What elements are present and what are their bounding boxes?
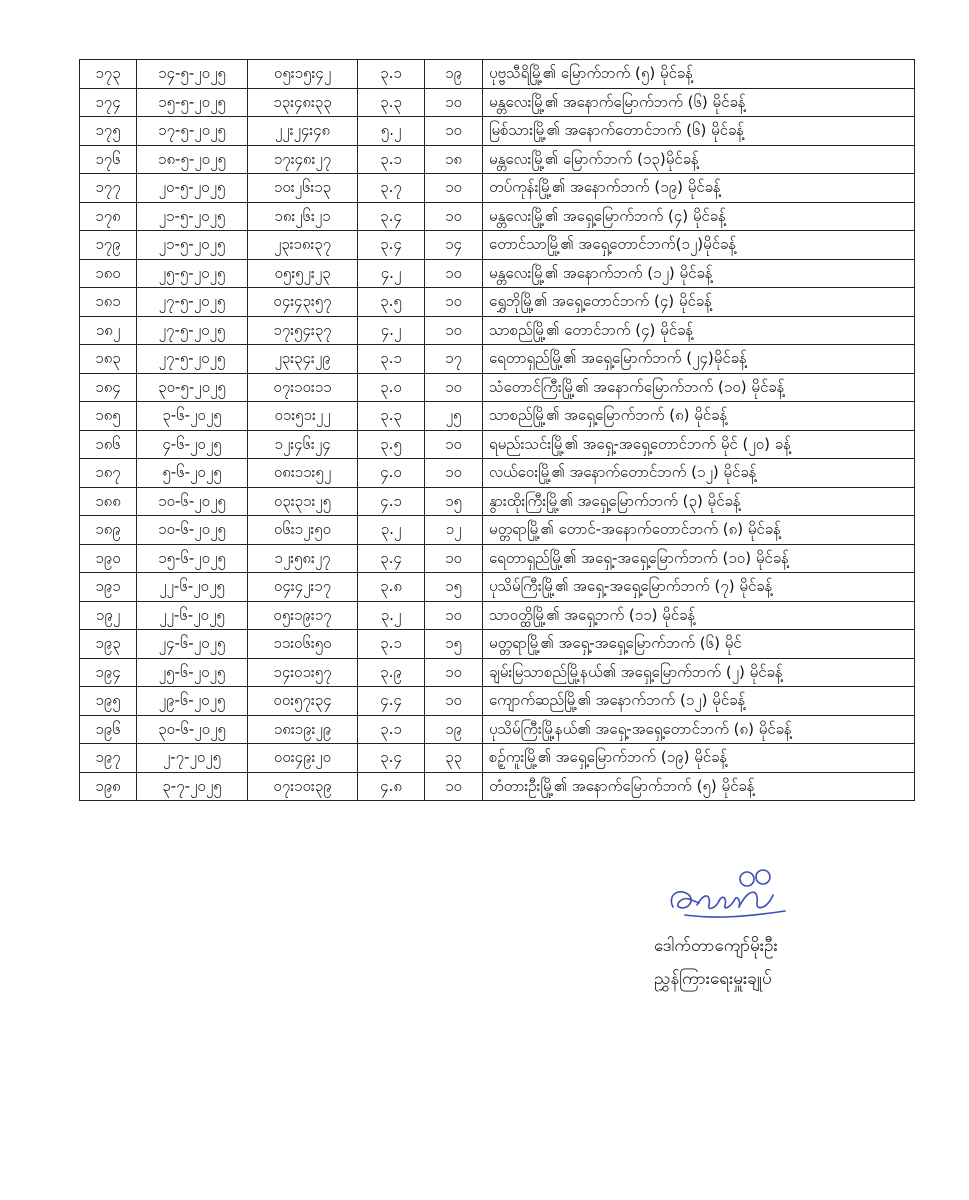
cell-location: မတ္တရာမြို့၏ တောင်-အနောက်တောင်ဘက် (၈) မိုင်ခန့်: [483, 516, 915, 545]
cell-date: ၃၀-၆-၂၀၂၅: [137, 715, 248, 744]
cell-location: ပုသိမ်ကြီးမြို့၏ အရှေ့-အရှေ့မြောက်ဘက် (၇) မိုင်ခန့်: [483, 573, 915, 602]
cell-location: စဥ့်ကူးမြို့၏ အရှေ့မြောက်ဘက် (၁၉) မိုင်ခန့်: [483, 744, 915, 773]
cell-location: ကျောက်ဆည်မြို့၏ အနောက်ဘက် (၁၂) မိုင်ခန့်: [483, 687, 915, 716]
cell-depth: ၁၀: [425, 772, 483, 801]
cell-no: ၁၇၄: [80, 88, 137, 117]
cell-no: ၁၈၅: [80, 402, 137, 431]
cell-date: ၂၁-၅-၂၀၂၅: [137, 202, 248, 231]
cell-magnitude: ၃.၄: [358, 231, 425, 260]
cell-magnitude: ၃.၅: [358, 288, 425, 317]
cell-depth: ၁၄: [425, 231, 483, 260]
cell-time: ၀၇း၁၀း၃၉: [248, 772, 358, 801]
cell-date: ၁၇-၅-၂၀၂၅: [137, 117, 248, 146]
cell-depth: ၁၀: [425, 601, 483, 630]
cell-no: ၁၉၂: [80, 601, 137, 630]
cell-magnitude: ၃.၃: [358, 88, 425, 117]
cell-time: ၁၁း၀၆း၅၀: [248, 630, 358, 659]
cell-magnitude: ၃.၅: [358, 430, 425, 459]
cell-no: ၁၈၈: [80, 487, 137, 516]
table-row: [80, 715, 915, 744]
table-row: [80, 259, 915, 288]
cell-no: ၁၈၇: [80, 459, 137, 488]
cell-time: ၁၀း၂၆း၁၃: [248, 174, 358, 203]
cell-depth: ၁၀: [425, 658, 483, 687]
table-row: [80, 202, 915, 231]
cell-location: မန္တလေးမြို့၏ မြောက်ဘက် (၁၃)မိုင်ခန့်: [483, 145, 915, 174]
cell-time: ၂၃း၃၄း၂၉: [248, 345, 358, 374]
cell-date: ၂၂-၆-၂၀၂၅: [137, 601, 248, 630]
table-row: [80, 316, 915, 345]
cell-depth: ၁၀: [425, 430, 483, 459]
cell-magnitude: ၃.၄: [358, 544, 425, 573]
table-row: [80, 601, 915, 630]
cell-date: ၁၀-၆-၂၀၂၅: [137, 487, 248, 516]
cell-magnitude: ၃.၁: [358, 630, 425, 659]
cell-date: ၂၇-၅-၂၀၂၅: [137, 288, 248, 317]
cell-date: ၂-၇-၂၀၂၅: [137, 744, 248, 773]
cell-no: ၁၈၃: [80, 345, 137, 374]
cell-date: ၁၄-၅-၂၀၂၅: [137, 60, 248, 89]
cell-no: ၁၇၉: [80, 231, 137, 260]
cell-date: ၁၅-၅-၂၀၂၅: [137, 88, 248, 117]
cell-time: ၁၂း၄၆း၂၄: [248, 430, 358, 459]
table-row: [80, 373, 915, 402]
cell-depth: ၁၀: [425, 544, 483, 573]
cell-depth: ၁၀: [425, 288, 483, 317]
cell-time: ၀၀း၄၉း၂၀: [248, 744, 358, 773]
cell-time: ၀၄း၄၃း၅၇: [248, 288, 358, 317]
cell-depth: ၁၀: [425, 117, 483, 146]
cell-time: ၁၃း၄၈း၃၃: [248, 88, 358, 117]
cell-location: မန္တလေးမြို့၏ အရှေ့မြောက်ဘက် (၄) မိုင်ခန့်: [483, 202, 915, 231]
cell-magnitude: ၃.၃: [358, 402, 425, 431]
cell-time: ၀၁း၅၁း၂၂: [248, 402, 358, 431]
cell-location: နွားထိုးကြီးမြို့၏ အရှေ့မြောက်ဘက် (၃) မိုင်ခန့်: [483, 487, 915, 516]
cell-depth: ၁၅: [425, 630, 483, 659]
table-row: [80, 630, 915, 659]
table-row: [80, 544, 915, 573]
cell-no: ၁၉၃: [80, 630, 137, 659]
cell-location: တပ်ကုန်းမြို့၏ အနောက်ဘက် (၁၉) မိုင်ခန့်: [483, 174, 915, 203]
table-row: [80, 430, 915, 459]
cell-no: ၁၇၇: [80, 174, 137, 203]
cell-magnitude: ၃.၄: [358, 202, 425, 231]
cell-depth: ၁၅: [425, 573, 483, 602]
cell-time: ၀၃း၃၁း၂၅: [248, 487, 358, 516]
cell-depth: ၁၀: [425, 88, 483, 117]
table-row: [80, 658, 915, 687]
cell-location: သာစည်မြို့၏ အရှေ့မြောက်ဘက် (၈) မိုင်ခန့်: [483, 402, 915, 431]
signatory-title: ညွှန်ကြားရေးမှူးချုပ်: [654, 969, 772, 989]
cell-date: ၁၅-၆-၂၀၂၅: [137, 544, 248, 573]
cell-depth: ၁၀: [425, 316, 483, 345]
cell-magnitude: ၃.၉: [358, 658, 425, 687]
cell-location: ချမ်းမြသာစည်မြို့နယ်၏ အရှေ့မြောက်ဘက် (၂) မိုင်ခန့်: [483, 658, 915, 687]
table-row: [80, 60, 915, 89]
cell-depth: ၁၂: [425, 516, 483, 545]
cell-magnitude: ၃.၂: [358, 516, 425, 545]
table-body: [80, 60, 915, 801]
cell-depth: ၁၇: [425, 345, 483, 374]
cell-depth: ၂၅: [425, 402, 483, 431]
cell-magnitude: ၃.၂: [358, 601, 425, 630]
cell-date: ၃-၆-၂၀၂၅: [137, 402, 248, 431]
table-row: [80, 402, 915, 431]
cell-no: ၁၉၈: [80, 772, 137, 801]
cell-time: ၁၂း၅၈း၂၇: [248, 544, 358, 573]
cell-location: မန္တလေးမြို့၏ အနောက်ဘက် (၁၂) မိုင်ခန့်: [483, 259, 915, 288]
cell-date: ၂၄-၆-၂၀၂၅: [137, 630, 248, 659]
cell-date: ၂၅-၅-၂၀၂၅: [137, 259, 248, 288]
cell-time: ၁၈း၂၆း၂၁: [248, 202, 358, 231]
cell-depth: ၁၀: [425, 174, 483, 203]
cell-depth: ၁၀: [425, 459, 483, 488]
cell-date: ၂၉-၆-၂၀၂၅: [137, 687, 248, 716]
cell-no: ၁၈၄: [80, 373, 137, 402]
cell-location: တောင်သာမြို့၏ အရှေ့တောင်ဘက်(၁၂)မိုင်ခန့်: [483, 231, 915, 260]
cell-date: ၄-၆-၂၀၂၅: [137, 430, 248, 459]
table-row: [80, 288, 915, 317]
cell-location: ရေတာရှည်မြို့၏ အရှေ့မြောက်ဘက် (၂၄)မိုင်ခန့်: [483, 345, 915, 374]
table-row: [80, 516, 915, 545]
cell-no: ၁၉၄: [80, 658, 137, 687]
cell-location: တံတားဦးမြို့၏ အနောက်မြောက်ဘက် (၅) မိုင်ခန့်: [483, 772, 915, 801]
cell-magnitude: ၅.၂: [358, 117, 425, 146]
cell-date: ၂၇-၅-၂၀၂၅: [137, 345, 248, 374]
cell-magnitude: ၃.၁: [358, 715, 425, 744]
cell-magnitude: ၃.၁: [358, 60, 425, 89]
cell-magnitude: ၃.၈: [358, 573, 425, 602]
cell-time: ၀၈း၁၁း၅၂: [248, 459, 358, 488]
table-row: [80, 88, 915, 117]
cell-no: ၁၉၇: [80, 744, 137, 773]
signatory-name: ဒေါက်တာကျော်မိုးဦး: [654, 936, 778, 956]
cell-no: ၁၈၂: [80, 316, 137, 345]
cell-date: ၁၀-၆-၂၀၂၅: [137, 516, 248, 545]
cell-time: ၂၂း၂၄း၄၈: [248, 117, 358, 146]
cell-location: မတ္တရာမြို့၏ အရှေ့-အရှေ့မြောက်ဘက် (၆) မိုင်: [483, 630, 915, 659]
cell-date: ၃၀-၅-၂၀၂၅: [137, 373, 248, 402]
cell-depth: ၁၉: [425, 60, 483, 89]
table-row: [80, 174, 915, 203]
cell-date: ၅-၆-၂၀၂၅: [137, 459, 248, 488]
cell-magnitude: ၃.၇: [358, 174, 425, 203]
cell-date: ၂၇-၅-၂၀၂၅: [137, 316, 248, 345]
cell-magnitude: ၄.၈: [358, 772, 425, 801]
table-row: [80, 573, 915, 602]
cell-no: ၁၇၆: [80, 145, 137, 174]
cell-location: ပုသိမ်ကြီးမြို့နယ်၏ အရှေ့-အရှေ့တောင်ဘက် (၈) မိုင်ခန့်: [483, 715, 915, 744]
cell-no: ၁၈၉: [80, 516, 137, 545]
cell-location: မန္တလေးမြို့၏ အနောက်မြောက်ဘက် (၆) မိုင်ခန့်: [483, 88, 915, 117]
cell-magnitude: ၄.၀: [358, 459, 425, 488]
cell-time: ၀၅း၁၅း၄၂: [248, 60, 358, 89]
table-row: [80, 459, 915, 488]
cell-time: ၀၆း၁၂း၅၀: [248, 516, 358, 545]
cell-date: ၁၈-၅-၂၀၂၅: [137, 145, 248, 174]
cell-no: ၁၈၀: [80, 259, 137, 288]
cell-no: ၁၇၅: [80, 117, 137, 146]
cell-depth: ၁၀: [425, 259, 483, 288]
table-row: [80, 487, 915, 516]
cell-magnitude: ၄.၂: [358, 316, 425, 345]
cell-depth: ၁၅: [425, 487, 483, 516]
cell-location: ရမည်းသင်းမြို့၏ အရှေ့-အရှေ့တောင်ဘက် မိုင် (၂၀) ခန့်: [483, 430, 915, 459]
cell-depth: ၁၀: [425, 373, 483, 402]
cell-location: ရွှေဘိုမြို့၏ အရှေ့တောင်ဘက် (၄) မိုင်ခန့်: [483, 288, 915, 317]
cell-location: သာဝတ္ထိမြို့၏ အရှေ့ဘက် (၁၁) မိုင်ခန့်: [483, 601, 915, 630]
cell-no: ၁၇၈: [80, 202, 137, 231]
cell-no: ၁၉၅: [80, 687, 137, 716]
cell-location: ရေတာရှည်မြို့၏ အရှေ့-အရှေ့မြောက်ဘက် (၁၀) မိုင်ခန့်: [483, 544, 915, 573]
cell-date: ၃-၇-၂၀၂၅: [137, 772, 248, 801]
table-row: [80, 231, 915, 260]
cell-date: ၂၀-၅-၂၀၂၅: [137, 174, 248, 203]
cell-date: ၂၅-၆-၂၀၂၅: [137, 658, 248, 687]
cell-no: ၁၉၆: [80, 715, 137, 744]
cell-depth: ၁၈: [425, 145, 483, 174]
cell-magnitude: ၄.၂: [358, 259, 425, 288]
cell-time: ၀၀း၅၇း၃၄: [248, 687, 358, 716]
table-row: [80, 145, 915, 174]
cell-location: ပုဗ္ဗသီရိမြို့၏ မြောက်ဘက် (၅) မိုင်ခန့်: [483, 60, 915, 89]
cell-magnitude: ၄.၁: [358, 487, 425, 516]
cell-no: ၁၉၀: [80, 544, 137, 573]
cell-time: ၂၃း၁၈း၃၇: [248, 231, 358, 260]
cell-no: ၁၇၃: [80, 60, 137, 89]
cell-time: ၀၇း၁၀း၁၁: [248, 373, 358, 402]
cell-time: ၁၄း၀၁း၅၇: [248, 658, 358, 687]
cell-date: ၂၂-၆-၂၀၂၅: [137, 573, 248, 602]
cell-time: ၀၅း၅၂း၂၃: [248, 259, 358, 288]
cell-date: ၂၁-၅-၂၀၂၅: [137, 231, 248, 260]
cell-magnitude: ၃.၄: [358, 744, 425, 773]
cell-depth: ၁၀: [425, 687, 483, 716]
cell-depth: ၁၀: [425, 202, 483, 231]
cell-magnitude: ၄.၄: [358, 687, 425, 716]
table-row: [80, 117, 915, 146]
earthquake-table: [79, 59, 915, 801]
cell-location: မြစ်သားမြို့၏ အနောက်တောင်ဘက် (၆) မိုင်ခန့်: [483, 117, 915, 146]
handwritten-signature-icon: [665, 865, 795, 925]
cell-time: ၁၈း၁၉း၂၉: [248, 715, 358, 744]
cell-no: ၁၉၁: [80, 573, 137, 602]
table-row: [80, 744, 915, 773]
table-row: [80, 772, 915, 801]
cell-magnitude: ၃.၁: [358, 145, 425, 174]
cell-time: ၁၇း၅၄း၃၇: [248, 316, 358, 345]
cell-no: ၁၈၆: [80, 430, 137, 459]
cell-no: ၁၈၁: [80, 288, 137, 317]
cell-location: သာစည်မြို့၏ တောင်ဘက် (၄) မိုင်ခန့်: [483, 316, 915, 345]
cell-time: ၀၄း၄၂း၁၇: [248, 573, 358, 602]
cell-magnitude: ၃.၁: [358, 345, 425, 374]
table-row: [80, 687, 915, 716]
cell-depth: ၃၃: [425, 744, 483, 773]
cell-time: ၀၅း၁၉း၁၇: [248, 601, 358, 630]
cell-time: ၁၇း၄၈း၂၇: [248, 145, 358, 174]
cell-magnitude: ၃.၀: [358, 373, 425, 402]
cell-depth: ၁၉: [425, 715, 483, 744]
table-row: [80, 345, 915, 374]
cell-location: လယ်ဝေးမြို့၏ အနောက်တောင်ဘက် (၁၂) မိုင်ခန့်: [483, 459, 915, 488]
cell-location: သံတောင်ကြီးမြို့၏ အနောက်မြောက်ဘက် (၁၀) မိုင်ခန့်: [483, 373, 915, 402]
